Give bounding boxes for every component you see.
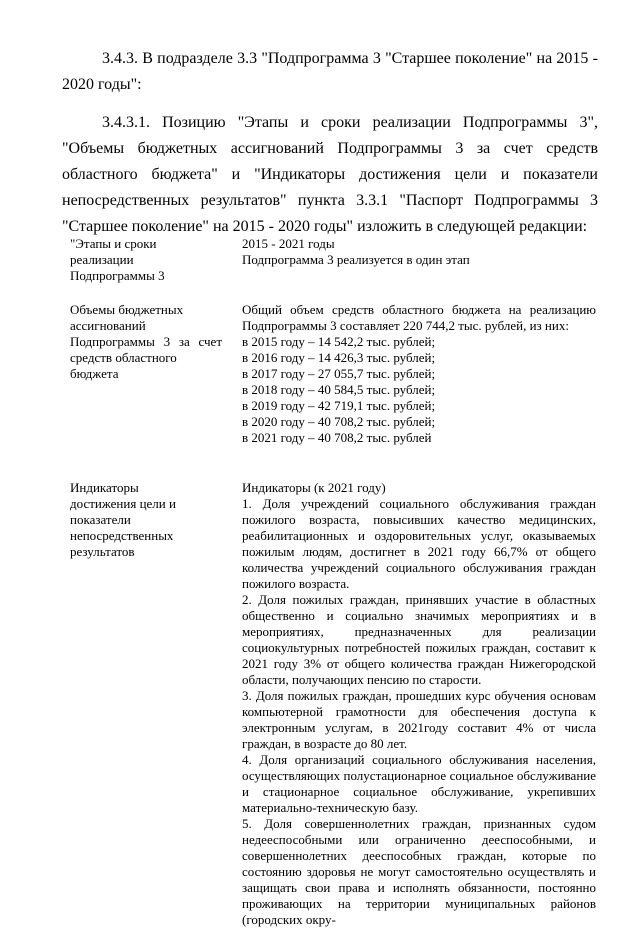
- indicators-heading: Индикаторы (к 2021 году): [242, 480, 386, 495]
- budget-year-2017: в 2017 году – 27 055,7 тыс. рублей;: [242, 366, 436, 381]
- intro-paragraph-1: 3.4.3. В подразделе 3.3 "Подпрограмма 3 "Старшее поколение" на 2015 - 2020 годы":: [62, 50, 598, 93]
- indicator-item-2: 2. Доля пожилых граждан, принявших участие в областных общественно и социально значимых мероприятиях и в мероприятиях, предназначенных для реализации социокультурных потребностей пожилых граждан, составит к 2021 году 3% от общего количества граждан Нижегородской области, получающих пенсию по старости.: [242, 592, 596, 687]
- label-line: показатели: [70, 512, 131, 527]
- label-line: Индикаторы: [70, 480, 139, 495]
- intro-paragraph-2: 3.4.3.1. Позицию "Этапы и сроки реализации Подпрограммы 3", "Объемы бюджетных ассигнований Подпрограммы 3 за счет средств областного бюджета" и "Индикаторы достижения цели и показатели непосредственных результатов" пункта 3.3.1 "Паспорт Подпрограммы 3 "Старшее поколение" на 2015 - 2020 годы" изложить в следующей редакции:: [62, 114, 598, 235]
- label-line: результатов: [70, 544, 135, 559]
- row-value-indicators: [222, 480, 596, 928]
- value-line: 2015 - 2021 годы: [242, 236, 335, 251]
- budget-year-2020: в 2020 году – 40 708,2 тыс. рублей;: [242, 414, 436, 429]
- budget-year-2016: в 2016 году – 14 426,3 тыс. рублей;: [242, 350, 436, 365]
- value-line: Подпрограмма 3 реализуется в один этап: [242, 252, 470, 267]
- row-label-indicators: [62, 480, 222, 928]
- label-line: ассигнований: [70, 318, 146, 333]
- indicator-item-3: 3. Доля пожилых граждан, прошедших курс обучения основам компьютерной грамотности для обеспечения доступа к электронным услугам, в 2021году составит 4% от числа граждан, в возрасте до 80 лет.: [242, 688, 596, 751]
- budget-year-2019: в 2019 году – 42 719,1 тыс. рублей;: [242, 398, 436, 413]
- table-row-stages: [62, 236, 596, 284]
- label-line: Объемы бюджетных: [70, 302, 184, 317]
- intro-section: [62, 46, 598, 240]
- indicator-item-1: 1. Доля учреждений социального обслуживания граждан пожилого возраста, повысивших качество медицинских, реабилитационных и оздоровительных услуг, оказываемых пожилым людям, достигнет в 2021 году 66,7% от общего количества учреждений социального обслуживания граждан пожилого возраста.: [242, 496, 596, 591]
- row-value-budget: [222, 302, 596, 446]
- budget-year-2021: в 2021 году – 40 708,2 тыс. рублей: [242, 430, 432, 445]
- label-line: средств областного: [70, 350, 177, 365]
- row-label-budget: [62, 302, 222, 446]
- label-line: Подпрограммы 3 за счет: [70, 334, 222, 349]
- row-value-stages: [222, 236, 596, 284]
- indicator-item-4: 4. Доля организаций социального обслуживания населения, осуществляющих полустационарное социальное обслуживание и стационарное социальное обслуживание, укрепивших материально-техническую базу.: [242, 752, 596, 815]
- budget-total: Общий объем средств областного бюджета на реализацию Подпрограммы 3 составляет 220 744,2 тыс. рублей, из них:: [242, 302, 596, 333]
- table-row-indicators: [62, 480, 596, 928]
- label-line: Подпрограммы 3: [70, 268, 165, 283]
- passport-table: [62, 236, 596, 928]
- row-label-stages: [62, 236, 222, 284]
- label-line: бюджета: [70, 366, 119, 381]
- label-line: реализации: [70, 252, 134, 267]
- indicator-item-5: 5. Доля совершеннолетних граждан, признанных судом недееспособными или ограниченно дееспособными, и совершеннолетних дееспособных граждан, которые по состоянию здоровья не могут самостоятельно осуществлять и защищать свои права и исполнять обязанности, постоянно проживающих на территории муниципальных районов (городских окру-: [242, 816, 596, 927]
- table-row-budget: [62, 302, 596, 446]
- label-line: непосредственных: [70, 528, 174, 543]
- budget-year-2018: в 2018 году – 40 584,5 тыс. рублей;: [242, 382, 436, 397]
- label-line: достижения цели и: [70, 496, 176, 511]
- label-line: "Этапы и сроки: [70, 236, 157, 251]
- budget-year-2015: в 2015 году – 14 542,2 тыс. рублей;: [242, 334, 436, 349]
